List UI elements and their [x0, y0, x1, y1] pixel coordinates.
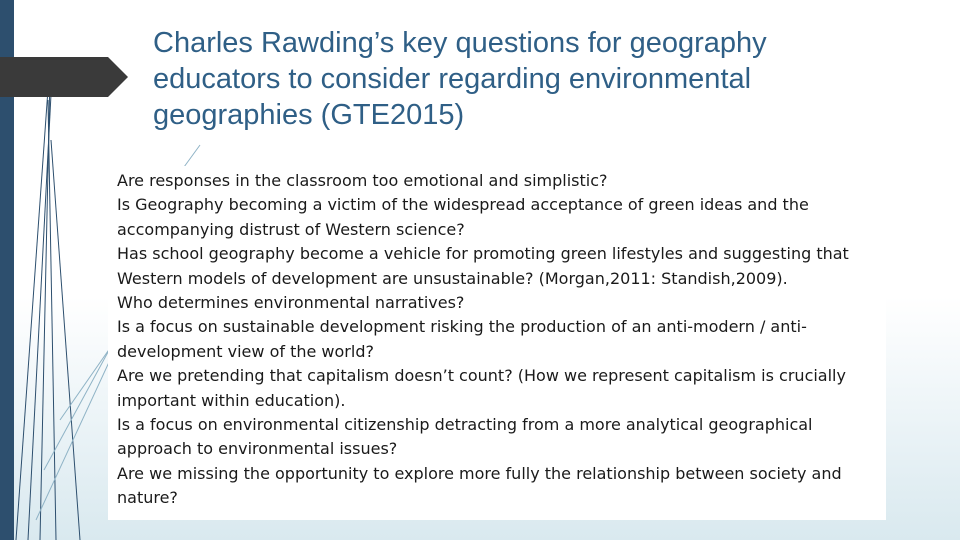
- question-item: Is Geography becoming a victim of the widespread acceptance of green ideas and the accompanying distrust of Western science?: [117, 195, 809, 239]
- question-item: Is a focus on sustainable development risking the production of an anti-modern / anti-development view of the world?: [117, 317, 807, 361]
- title-tab-shape: [0, 57, 128, 97]
- slide-title: Charles Rawding’s key questions for geography educators to consider regarding environmental geographies (GTE2015): [153, 27, 767, 131]
- question-item: Has school geography become a vehicle for promoting green lifestyles and suggesting that Western models of development are unsustainable? (Morgan,2011: Standish,2009).: [117, 244, 849, 288]
- questions-panel: [108, 166, 886, 520]
- question-item: Are responses in the classroom too emotional and simplistic?: [117, 171, 608, 190]
- question-item: Is a focus on environmental citizenship detracting from a more analytical geographical approach to environmental issues?: [117, 415, 813, 459]
- question-item: Are we missing the opportunity to explore more fully the relationship between society and nature?: [117, 463, 842, 508]
- question-item: Who determines environmental narratives?: [117, 293, 465, 313]
- questions-list: [117, 169, 878, 511]
- question-item: Are we pretending that capitalism doesn’t count? (How we represent capitalism is crucially important within education).: [117, 366, 846, 410]
